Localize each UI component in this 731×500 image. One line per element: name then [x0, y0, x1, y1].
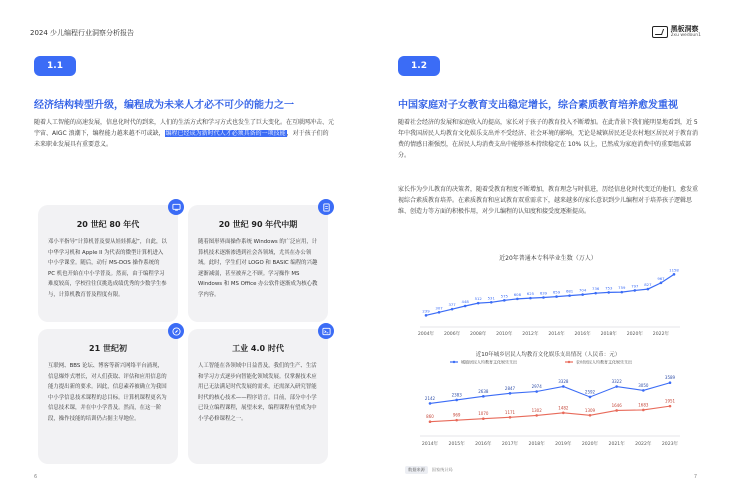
data-label: 2974 [531, 384, 542, 390]
data-label: 1482 [558, 405, 569, 411]
data-point [429, 402, 432, 405]
data-label: 2592 [584, 389, 596, 395]
legend-marker [453, 361, 455, 363]
x-tick-label: 2022年 [652, 332, 670, 337]
brand-logo [652, 26, 701, 39]
era-card-title: 21 世纪初 [89, 344, 127, 353]
source-tag: 数据来源 [405, 466, 428, 474]
era-card-1990s [188, 205, 328, 322]
source-note [405, 466, 453, 474]
data-label: 1646 [611, 402, 622, 408]
era-card-body: 邓小平指导“计算机普及要从娃娃抓起”，自此，以中华学习机和 Apple II 为代表的微型计算机进入中小学课堂。随后，动行 MS-DOS 操作系统的 PC 机也开始在中小学普及。然而，由于编程学习难度较高，学校往往仅挑选成绩优秀的少数学生参与，计算机教育普及程度有限。 [48, 239, 167, 298]
data-label: 3589 [664, 375, 676, 381]
data-label: 2638 [478, 388, 489, 394]
source-text: 国家统计局 [431, 467, 453, 472]
data-label: 1309 [584, 407, 596, 413]
x-tick-label: 2017年 [501, 442, 519, 447]
x-tick-label: 2010年 [496, 332, 513, 337]
era-card-title: 20 世纪 90 年代中期 [218, 220, 298, 229]
data-point [673, 273, 676, 276]
data-label: 575 [500, 293, 508, 299]
x-tick-label: 2018年 [600, 332, 617, 337]
data-label: 239 [422, 308, 430, 314]
era-card-1980s [38, 205, 178, 322]
x-tick-label: 2023年 [661, 442, 679, 447]
data-point [594, 292, 597, 295]
data-point [568, 294, 571, 297]
section-title-right: 中国家庭对子女教育支出稳定增长，综合素质教育培养愈发重视 [398, 100, 678, 111]
data-label: 2142 [424, 395, 436, 401]
chart-spending [420, 358, 680, 450]
data-point [438, 311, 441, 314]
series-line [430, 406, 670, 422]
data-label: 967 [657, 275, 665, 281]
data-point [455, 419, 458, 422]
data-label: 1951 [664, 398, 676, 404]
data-label: 736 [592, 286, 600, 292]
header-title: 2024 少儿编程行业洞察分析报告 [30, 29, 135, 37]
x-tick-label: 2015年 [448, 442, 465, 447]
data-point [429, 420, 432, 423]
data-label: 3328 [558, 378, 569, 384]
x-tick-label: 2016年 [574, 332, 591, 337]
logo-icon [652, 26, 668, 38]
data-point [482, 395, 485, 398]
data-point [482, 417, 485, 420]
left-intro-highlight: 编程已经成为新时代人才必须具备的一项技能 [165, 130, 286, 137]
data-point [669, 381, 672, 384]
series-line [426, 274, 674, 315]
data-point [669, 405, 672, 408]
chart-graduates [417, 262, 680, 342]
data-label: 969 [452, 412, 461, 418]
series-line [430, 383, 670, 404]
data-point [464, 305, 467, 308]
data-label: 448 [461, 299, 469, 305]
data-point [615, 385, 618, 388]
era-card-title: 工业 4.0 时代 [232, 344, 284, 353]
era-card-title: 20 世纪 80 年代 [76, 220, 140, 229]
x-tick-label: 2022年 [635, 442, 652, 447]
data-point [620, 291, 623, 294]
x-tick-label: 2008年 [470, 332, 487, 337]
data-label: 659 [552, 289, 561, 295]
x-tick-label: 2018年 [528, 442, 545, 447]
data-point [642, 409, 645, 412]
section-badge-left: 1.1 [34, 56, 76, 76]
era-card-body: 互联网、BBS 论坛、博客等新兴网络平台涌现，信息爆炸式增长，对人们获取、评估和应用信息的能力提出新的要求。因此，信息素养被确立为我国中小学信息技术课程的总目标。计算机课程更名为信息技术课，并在中小学普及。然而，在这一阶段，操作技能的培训仍占据主导地位。 [48, 363, 167, 422]
page-number-right: 7 [693, 474, 697, 480]
data-point [589, 396, 592, 399]
era-card-industry-4 [188, 329, 328, 464]
data-point [535, 390, 538, 393]
logo-subname: 2xu wedoun1 [670, 33, 701, 38]
data-label: 3050 [638, 382, 649, 388]
era-card-body: 人工智能在各领域中日益普及，我们的生产、生活和学习方式逐步向智能化领域发展。仅掌握技术应用已无法满足时代发展的需求，还需深入研究智能时代的核心技术——程序语言。目前，部分中小学已设立编程课程，展望未来，编程课程有望成为中小学必修课程之一。 [198, 363, 317, 422]
data-point [647, 288, 650, 291]
data-label: 2383 [451, 392, 462, 398]
section-badge-right: 1.2 [398, 56, 440, 76]
data-point [660, 282, 663, 285]
data-point [503, 299, 506, 302]
data-label: 1171 [504, 409, 516, 415]
data-point [607, 291, 610, 294]
x-tick-label: 2016年 [475, 442, 492, 447]
data-point [555, 295, 558, 298]
era-card-21st-century [38, 329, 178, 464]
x-tick-label: 2019年 [555, 442, 572, 447]
data-point [535, 414, 538, 417]
data-label: 625 [526, 291, 535, 297]
data-point [589, 414, 592, 417]
chart-graduates-title: 近20年普通本专科毕业生数（万人） [499, 255, 597, 262]
monitor-icon [168, 199, 184, 215]
section-title-left: 经济结构转型升级，编程成为未来人才必不可少的能力之一 [34, 100, 294, 111]
x-tick-label: 2020年 [581, 442, 599, 447]
data-label: 1302 [531, 407, 542, 413]
data-label: 797 [631, 283, 639, 289]
data-point [477, 302, 480, 305]
data-label: 307 [435, 305, 443, 311]
right-paragraph-2: 家长作为少儿教育的决策者，随着受教育程度不断增加，教育理念与时俱进，历经信息化时代变迁的他们，愈发重视综合素质教育培养。在素质教育和应试教育双重需求下，越来越多的家长意识到少儿编程对于培养孩子逻辑思维、创造力等方面的积极作用，对少儿编程的认知度和接受度逐渐提高。 [398, 186, 699, 215]
left-intro-text-1: 随着人工智能的高速发展，信息化时代的到来，人们的生活方式和学习方式也发生了巨大变化。在互联网冲击、元宇宙、AIGC 浪潮下，编程能力越来越不可或缺， [34, 119, 335, 137]
compass-icon [168, 323, 184, 339]
data-point [542, 296, 545, 299]
x-tick-label: 2014年 [548, 332, 565, 337]
data-point [581, 293, 584, 296]
data-point [509, 392, 512, 395]
era-card-body: 随着图形界面操作系统 Windows 的广泛应用，计算机技术逐渐渗透到社会各领域，尤其在办公领域。此时，学生们对 LOGO 和 BASIC 编程的兴趣逐渐减弱，甚至被弃之不顾。学习操作 MS Windows 和 MS Office 办公软件逐渐成为核心教学内容。 [198, 239, 318, 298]
left-intro-text-2: ，对于孩子们的未来职业发展具有重要意义。 [34, 130, 329, 148]
x-tick-label: 2012年 [522, 332, 539, 337]
data-label: 1070 [478, 411, 489, 417]
data-point [451, 308, 454, 311]
data-label: 639 [539, 290, 548, 296]
data-point [490, 301, 493, 304]
legend-label: 农村居民人均教育文化娱乐支出 [576, 359, 632, 365]
data-point [516, 298, 519, 301]
legend-marker [568, 361, 570, 363]
right-paragraph-1: 随着社会经济的发展和家庭收入的提高，家长对于孩子的教育投入不断增加。在此背景下我们能明显地看到，近 5 年中我国居民人均教育文化娱乐支出并不受经济、社会环境的影响，无论是城镇居民还是农村地区居民对于教育消费的情感日渐强烈，在居民人均消费支出中能够基本持续稳定在 10% 以上，已然成为家庭消费中的重要组成部分。 [398, 119, 699, 159]
data-label: 860 [426, 414, 434, 420]
data-point [529, 297, 532, 300]
left-intro-paragraph [34, 117, 334, 150]
data-point [509, 416, 512, 419]
data-label: 681 [565, 288, 574, 294]
x-tick-label: 2014年 [421, 442, 439, 447]
data-label: 377 [448, 302, 456, 308]
document-icon [318, 199, 334, 215]
data-point [562, 412, 565, 415]
chart-spending-title: 近10年城乡居民人均教育文化娱乐支出情况（人民币：元） [475, 352, 621, 358]
legend-label: 城镇居民人均教育文化娱乐支出 [461, 359, 517, 365]
data-label: 2847 [504, 385, 516, 391]
data-label: 3322 [611, 379, 622, 385]
data-label: 753 [605, 285, 613, 291]
x-tick-label: 2020年 [626, 332, 643, 337]
x-tick-label: 2004年 [417, 332, 435, 337]
data-label: 1158 [669, 267, 679, 273]
x-tick-label: 2006年 [443, 332, 461, 337]
data-point [642, 389, 645, 392]
data-point [615, 409, 618, 412]
data-label: 704 [579, 287, 587, 293]
data-label: 827 [644, 282, 652, 288]
data-point [455, 399, 458, 402]
data-point [562, 385, 565, 388]
data-label: 512 [474, 296, 482, 302]
data-label: 531 [487, 295, 495, 301]
page-number-left: 6 [34, 474, 38, 480]
data-point [634, 289, 637, 292]
data-label: 608 [513, 291, 521, 297]
data-label: 1683 [638, 402, 649, 408]
terminal-icon [318, 323, 334, 339]
logo-name: 黑板洞察 [670, 25, 699, 33]
data-label: 759 [618, 285, 626, 291]
x-tick-label: 2021年 [608, 442, 625, 447]
data-point [425, 314, 428, 317]
